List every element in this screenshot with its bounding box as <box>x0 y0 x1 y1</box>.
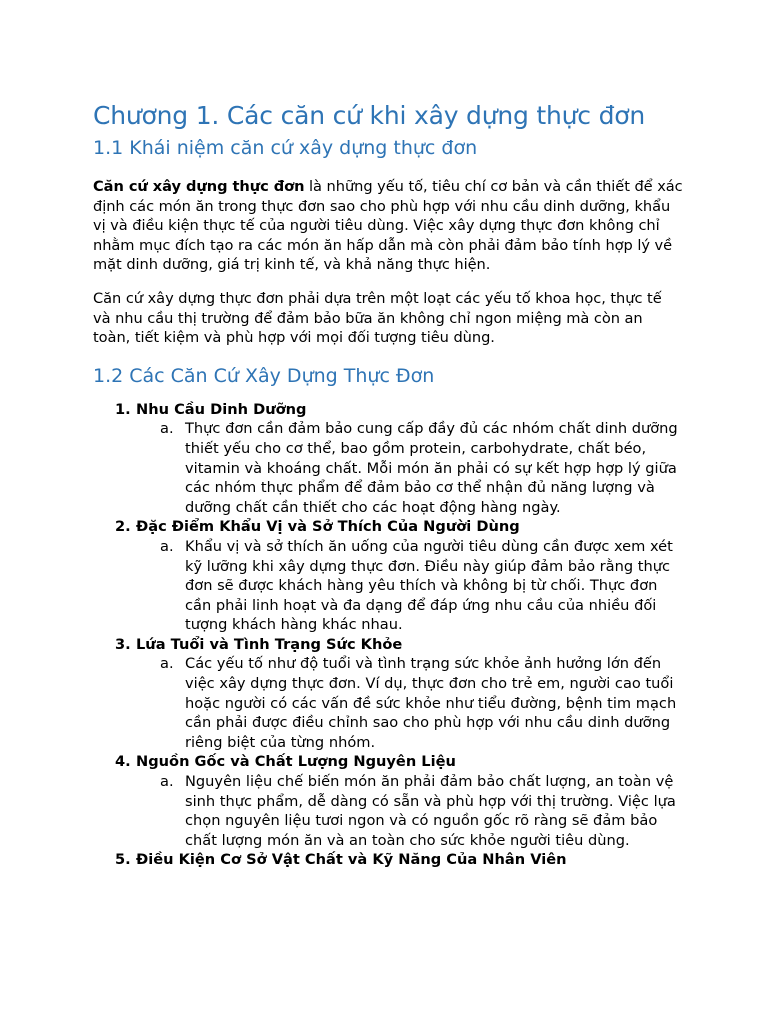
item-title: Lứa Tuổi và Tình Trạng Sức Khỏe <box>136 635 403 653</box>
list-item <box>93 635 683 753</box>
sub-item-text: Khẩu vị và sở thích ăn uống của người tiêu dùng cần được xem xét kỹ lưỡng khi xây dựng thực đơn. Điều này giúp đảm bảo rằng thực đơn sẽ được khách hàng yêu thích và không bị từ chối. Thực đơn cần phải linh hoạt và đa dạng để đáp ứng nhu cầu của nhiều đối tượng khách hàng khác nhau. <box>185 537 673 634</box>
list-item <box>93 517 683 635</box>
sub-list-item <box>136 654 683 752</box>
document-page <box>93 98 683 870</box>
sub-list <box>136 537 683 635</box>
item-title: Đặc Điểm Khẩu Vị và Sở Thích Của Người Dùng <box>136 518 520 536</box>
item-title: Điều Kiện Cơ Sở Vật Chất và Kỹ Năng Của Nhân Viên <box>136 851 567 869</box>
sub-list <box>136 419 683 517</box>
definition-text: là những yếu tố, tiêu chí cơ bản và cần thiết để xác định các món ăn trong thực đơn sao cho phù hợp với nhu cầu dinh dưỡng, khẩu vị và điều kiện thực tế của người tiêu dùng. Việc xây dựng thực đơn không chỉ nhằm mục đích tạo ra các món ăn hấp dẫn mà còn phải đảm bảo tính hợp lý về mặt dinh dưỡng, giá trị kinh tế, và khả năng thực hiện. <box>93 178 683 274</box>
sub-list <box>136 654 683 752</box>
sub-item-text: Nguyên liệu chế biến món ăn phải đảm bảo chất lượng, an toàn vệ sinh thực phẩm, dễ dàng có sẵn và phù hợp với thị trường. Việc lựa chọn nguyên liệu tươi ngon và có nguồn gốc rõ ràng sẽ đảm bảo chất lượng món ăn và an toàn cho sức khỏe người tiêu dùng. <box>185 773 676 849</box>
sub-item-letter: a. <box>160 773 174 791</box>
sub-item-text: Thực đơn cần đảm bảo cung cấp đầy đủ các nhóm chất dinh dưỡng thiết yếu cho cơ thể, bao gồm protein, carbohydrate, chất béo, vitamin và khoáng chất. Mỗi món ăn phải có sự kết hợp hợp lý giữa các nhóm thực phẩm để đảm bảo cơ thể nhận đủ năng lượng và dưỡng chất cần thiết cho các hoạt động hàng ngày. <box>185 420 678 516</box>
paragraph-basis: Căn cứ xây dựng thực đơn phải dựa trên một loạt các yếu tố khoa học, thực tế và nhu cầu thị trường để đảm bảo bữa ăn không chỉ ngon miệng mà còn an toàn, tiết kiệm và phù hợp với mọi đối tượng tiêu dùng. <box>93 289 662 347</box>
sub-item-letter: a. <box>160 537 174 555</box>
definition-term: Căn cứ xây dựng thực đơn <box>93 178 305 195</box>
section-heading-1-2: 1.2 Các Căn Cứ Xây Dựng Thực Đơn <box>93 364 435 387</box>
sub-list-item <box>136 772 683 850</box>
item-number: 1. <box>115 400 131 418</box>
item-number: 5. <box>115 851 131 869</box>
item-number: 3. <box>115 635 131 653</box>
sub-list-item <box>136 537 683 635</box>
section-heading-1-1: 1.1 Khái niệm căn cứ xây dựng thực đơn <box>93 137 478 159</box>
sub-item-text: Các yếu tố như độ tuổi và tình trạng sức khỏe ảnh hưởng lớn đến việc xây dựng thực đơn. Ví dụ, thực đơn cho trẻ em, người cao tuổi hoặc người có các vấn đề sức khỏe như tiểu đường, bệnh tim mạch cần phải được điều chỉnh sao cho phù hợp với nhu cầu dinh dưỡng riêng biệt của từng nhóm. <box>185 655 677 751</box>
list-item <box>93 400 683 518</box>
criteria-list <box>93 400 683 870</box>
sub-list <box>136 772 683 850</box>
list-item <box>93 850 683 870</box>
chapter-title: Chương 1. Các căn cứ khi xây dựng thực đơn <box>93 101 646 130</box>
item-number: 2. <box>115 518 131 536</box>
item-title: Nhu Cầu Dinh Dưỡng <box>136 400 307 418</box>
item-title: Nguồn Gốc và Chất Lượng Nguyên Liệu <box>136 753 456 771</box>
sub-list-item <box>136 419 683 517</box>
list-item <box>93 752 683 850</box>
sub-item-letter: a. <box>160 420 174 438</box>
sub-item-letter: a. <box>160 655 174 673</box>
paragraph-definition <box>93 177 683 275</box>
item-number: 4. <box>115 753 131 771</box>
